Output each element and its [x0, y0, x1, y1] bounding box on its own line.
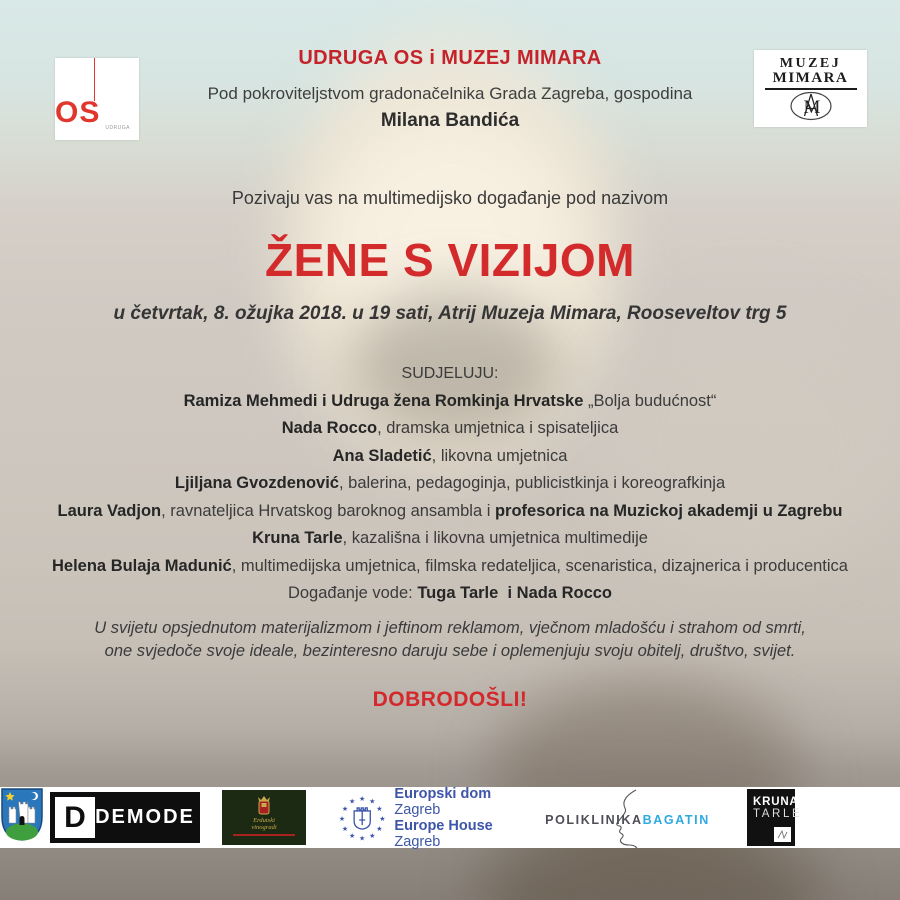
erdutski-crest-icon	[252, 793, 276, 817]
svg-text:★: ★	[341, 805, 349, 813]
erdutski-vinogradi-logo	[222, 790, 306, 845]
kruna-line1: KRUNA	[753, 796, 799, 808]
sponsor-logo-band	[0, 787, 900, 848]
erdutski-red-rule	[233, 834, 295, 836]
svg-text:★: ★	[369, 833, 376, 841]
event-date-location: u četvrtak, 8. ožujka 2018. u 19 sati, Atrij Muzeja Mimara, Rooseveltov trg 5	[113, 303, 787, 324]
svg-text:★: ★	[369, 798, 376, 806]
svg-text:★: ★	[376, 826, 383, 834]
event-title: ŽENE S VIZIJOM	[265, 234, 635, 286]
europe-house-hr-rest: Zagreb	[394, 802, 441, 818]
participant-line: Ana Sladetić, likovna umjetnica	[332, 446, 568, 465]
organizers-heading: UDRUGA OS i MUZEJ MIMARA	[298, 47, 602, 69]
mimara-monogram-icon	[789, 91, 833, 121]
mimara-logo-line1: MUZEJ	[779, 56, 842, 71]
demode-d-icon: D	[55, 797, 95, 838]
kruna-line2: TARLE	[753, 808, 803, 820]
eu-stars-icon	[338, 793, 386, 843]
participant-line: Helena Bulaja Madunić, multimedijska umjetnica, filmska redateljica, scenaristica, dizajnerica i producentica	[52, 556, 848, 575]
svg-text:★: ★	[359, 835, 366, 843]
svg-text:M: M	[803, 96, 820, 118]
europe-house-text	[394, 786, 538, 850]
hosts-line: Događanje vode: Tuga Tarle i Nada Rocco	[287, 584, 613, 602]
closing-line2: one svjedoče svoje ideale, bezinteresno daruju sebe i oplemenjuju svoju obitelj, društvo, svijet.	[104, 642, 796, 660]
os-logo-text: OS	[55, 96, 101, 129]
svg-text:★: ★	[379, 816, 386, 824]
participant-line: Nada Rocco, dramska umjetnica i spisateljica	[281, 419, 619, 437]
participants-heading: SUDJELUJU:	[401, 365, 499, 382]
svg-text:★: ★	[376, 805, 383, 813]
europe-house-logo	[338, 786, 538, 850]
closing-line1: U svijetu opsjednutom materijalizmom i jeftinom reklamom, vječnom mladošću i strahom od smrti,	[94, 619, 806, 637]
erdutski-name-line2: vinogradi	[251, 824, 277, 831]
os-logo-subtext: UDRUGA	[105, 125, 130, 131]
patronage-line: Pod pokroviteljstvom gradonačelnika Grada Zagreba, gospodina	[207, 84, 693, 103]
os-udruga-logo	[55, 58, 139, 140]
europe-house-en-rest: Zagreb	[394, 834, 441, 850]
participants-section	[0, 360, 900, 608]
participant-line: Ljiljana Gvozdenović, balerina, pedagoginja, publicistkinja i koreografkinja	[174, 474, 726, 492]
mimara-logo-rule	[765, 88, 857, 90]
welcome-line: DOBRODOŠLI!	[372, 688, 528, 711]
demode-name: DEMODE	[95, 806, 195, 828]
zagreb-coat-of-arms	[0, 787, 44, 842]
participant-line: Ramiza Mehmedi i Udruga žena Romkinja Hrvatske „Bolja budućnost“	[183, 391, 717, 410]
europe-house-en-bold: Europe House	[394, 818, 493, 834]
svg-text:★: ★	[341, 826, 349, 834]
kruna-signature-icon	[774, 827, 791, 842]
participant-line: Kruna Tarle, kazališna i likovna umjetnica multimedije	[252, 529, 648, 547]
erdutski-name-line1: Erdutski	[253, 817, 275, 824]
svg-text:★: ★	[348, 798, 356, 806]
bagatin-word2: BAGATIN	[642, 813, 710, 827]
invite-line: Pozivaju vas na multimedijsko događanje pod nazivom	[231, 188, 669, 208]
muzej-mimara-logo	[754, 50, 867, 127]
demode-logo	[50, 792, 200, 843]
bagatin-word1: POLIKLINIKA	[545, 813, 643, 827]
svg-text:★: ★	[338, 816, 346, 824]
svg-text:★: ★	[348, 833, 356, 841]
participant-line: Laura Vadjon, ravnateljica Hrvatskog baroknog ansambla i profesorica na Muzickoj akademji u Zagrebu	[57, 501, 843, 520]
kruna-tarle-logo	[747, 789, 803, 846]
os-logo-line	[94, 58, 96, 101]
poliklinika-bagatin-logo	[535, 787, 720, 848]
svg-text:★: ★	[359, 795, 366, 803]
patron-name: Milana Bandića	[380, 110, 520, 131]
europe-house-hr-bold: Europski dom	[394, 786, 492, 802]
mimara-logo-line2: MIMARA	[772, 70, 849, 86]
closing-statement	[0, 617, 900, 663]
